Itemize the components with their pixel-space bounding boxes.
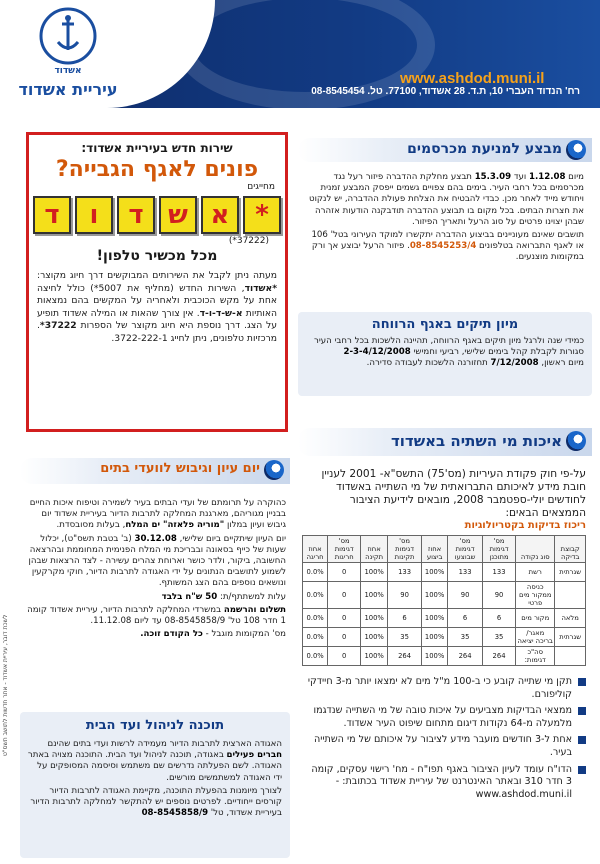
committee-price <box>20 592 290 603</box>
table-cell: מקור מים <box>516 609 555 628</box>
committee-details <box>20 534 290 590</box>
key-vav: ו <box>75 196 113 234</box>
table-cell: 90 <box>482 582 515 609</box>
bacteriology-table <box>302 535 586 666</box>
committee-title-bar <box>20 458 290 484</box>
table-row <box>303 582 586 609</box>
body-text: . מרכזיות טלפונים, ניתן לחייג 3722-222-1. <box>37 320 277 344</box>
table-cell: 0 <box>328 582 361 609</box>
key-dalet-1: ד <box>117 196 155 234</box>
date: 1.12.08 <box>529 172 566 182</box>
phone-service-box <box>26 132 288 432</box>
text: כמידי שנה ולרגל מיון תיקים באגף הרווחה, תהיינה הלשכות בכל רחבי העיר סגורות לקבלת קהל בימים שלישי, רביעי וחמישי <box>313 336 584 358</box>
table-cell: 6 <box>448 609 483 628</box>
col-header: אחוז תקינה <box>361 536 388 563</box>
text: באגודה, תוכנה לניהול ועד הבית. התוכנה מצויה באתר האגודה. לשם הפעלתה נדרשים שם משתמש וסיסמה המסופקים על ידי האגודה למשתמשים מורשים. <box>27 750 282 783</box>
body-text: . אין צורך שהאות או המילה אשדוד תופיע על הצג. דרך נוספת היא חיוג מקוצר של הספרות <box>37 307 277 331</box>
table-cell: 0 <box>328 609 361 628</box>
body-bold: 37222* <box>39 320 77 331</box>
water-bullets <box>298 676 592 801</box>
body-bold: *אשדוד <box>244 282 277 294</box>
table-cell: 100% <box>422 582 448 609</box>
col-header: מס' דגימות חריגות <box>328 536 361 563</box>
rodent-section <box>298 138 592 264</box>
phone-number: 08-8545253/4 <box>409 241 477 252</box>
committee-registration <box>20 605 290 627</box>
text: תבצע מחלקת ההדברה פיזור רעל נגד מכרסמים בכל רחבי העיר. בימים בהם צפויים גשמים ייפסק המבצע זמנית ויחודש מייד לאחר מכן. כבדי להבטיח את הצלחת פעולת ההדברה, יש לנקוט את חצרות הבתים. בכל מקום בו תבוצע ההדברה תודבקנה הודעות אזהרה שבהן יצוינו פרטים על סוג הרעל ותאריך הפיזור. <box>309 172 584 227</box>
table-cell: 0.0% <box>303 609 328 628</box>
table-cell: 100% <box>361 563 388 582</box>
table-cell <box>555 582 586 609</box>
table-title: ריכוז בדיקות בקטריולוגיות <box>464 520 586 531</box>
table-cell: 0.0% <box>303 563 328 582</box>
table-cell <box>555 647 586 666</box>
committee-limited <box>20 629 290 640</box>
text: עלות למשתתף/ת: <box>217 591 286 602</box>
table-row-total <box>303 647 586 666</box>
table-cell: 100% <box>361 609 388 628</box>
rodent-paragraph <box>298 172 592 228</box>
table-header-row <box>303 536 586 563</box>
col-header: מס' דגימות מתוכנן <box>482 536 515 563</box>
water-title-bar <box>298 428 592 456</box>
dial-keys <box>29 196 285 234</box>
water-title: איכות מי השתיה באשדוד <box>390 432 562 450</box>
col-header: אחוז ביצוע <box>422 536 448 563</box>
wave-icon <box>566 140 586 160</box>
table-row <box>303 609 586 628</box>
anchor-emblem-icon <box>38 6 98 66</box>
registration-label: תשלום והרשמה <box>223 604 286 615</box>
table-cell: 100% <box>422 628 448 647</box>
table-cell: 100% <box>361 628 388 647</box>
software-title: תוכנה לניהול ועד הבית <box>85 718 225 733</box>
logo-name: עיריית אשדוד <box>18 80 118 99</box>
committee-intro <box>20 498 290 532</box>
wave-icon <box>566 431 586 451</box>
hotel-name: "מוריה פלאזה" ים המלח <box>125 520 225 531</box>
water-section <box>298 428 592 801</box>
date: 15.3.09 <box>474 172 512 182</box>
text: במשרדי המחלקה לתרבות הדיור, עיריית אשדוד קומה 1 חדר 108 טל' 08-8545858/9 עד ליום 11.12.08. <box>27 604 286 627</box>
body-text: מעתה ניתן לקבל את השירותים המבוקשים דרך חיוג מקוצר: <box>37 270 277 281</box>
key-star: * <box>243 196 281 234</box>
table-cell: 100% <box>422 563 448 582</box>
table-cell: 100% <box>361 582 388 609</box>
table-cell: 35 <box>448 628 483 647</box>
table-cell: 100% <box>422 647 448 666</box>
key-dalet-2: ד <box>33 196 71 234</box>
table-cell: שגרתית <box>555 628 586 647</box>
text: האגודה הארצית לתרבות הדיור מעמידה לרשות ועדי בתים שהינם <box>47 739 282 749</box>
text: מס' המקומות מוגבל - <box>202 629 286 640</box>
table-cell: 0 <box>328 647 361 666</box>
bullet-item: ממצאי הבדיקות מצביעים על איכות טובה של מי השתייה שנדגמו מלמעלה מ-64 נקודות דיגום מתחום שיפוט העיר אשדוד. <box>304 705 586 730</box>
closure-dates: 2-3-4/12/2008 <box>343 347 411 358</box>
text: יום העיון שיתקיים ביום שלישי, <box>176 533 286 544</box>
bullet-item: תקן מי שתייה קובע כי ב-100 מ"ל מים לא ימצאו יותר מ-3 חיידקי קוליפורם. <box>304 676 586 701</box>
body-bold: א-ש-ד-ו-ד <box>199 307 243 319</box>
welfare-section <box>298 312 592 396</box>
committee-day-section <box>20 458 290 640</box>
table-cell: 264 <box>388 647 422 666</box>
table-cell: רשת <box>516 563 555 582</box>
first-come-label: כל הקודם זוכה. <box>140 629 203 640</box>
welfare-text <box>298 332 592 370</box>
table-cell: שגרתית <box>555 563 586 582</box>
table-cell: 90 <box>448 582 483 609</box>
price: 50 ש"ח בלבד <box>161 591 218 602</box>
software-text-2 <box>20 784 290 820</box>
table-cell: 264 <box>448 647 483 666</box>
committee-title: יום עיון וגיבוש לוועדי בתים <box>100 461 260 476</box>
ashdod-logo <box>8 6 128 104</box>
bullet-item: הדו"ח עומד לעיון הציבור באגף תפו"ח - מח' רישוי עסקים, קומה 3 חדר 310 ובאתר האינטרנט של עיריית אשדוד בכתובת: - www.ashdod.muni.il <box>304 764 586 802</box>
text: תחזורנה הלשכות לעבודה סדירה. <box>366 358 491 369</box>
table-cell: 35 <box>482 628 515 647</box>
table-cell: 0.0% <box>303 647 328 666</box>
table-cell: מאגר/ בריכה יציאה <box>517 629 553 645</box>
logo-small-text: אשדוד <box>54 66 82 76</box>
text: תושבים שאינם מעוניינים בביצוע ההדברה יתקשרו למוקד העירוני בטל' 106 או לאגף התברואה בטלפונים <box>311 230 584 252</box>
text: ועד <box>511 172 530 182</box>
table-cell: 133 <box>448 563 483 582</box>
phone-number: 08-8545858/9 <box>141 808 209 819</box>
wave-icon <box>264 460 284 480</box>
rodent-title: מבצע למניעת מכרסמים <box>407 141 562 157</box>
rodent-contact <box>298 230 592 264</box>
text: מיום <box>565 172 584 182</box>
rodent-title-bar <box>298 138 592 162</box>
phone-service-description <box>29 264 285 345</box>
table-cell: 0 <box>328 628 361 647</box>
text: מיום ראשון, <box>538 358 584 369</box>
vertical-credit: לשכת דובר, עיריית אשדוד - אתר חדשות לתושב תשס"ט <box>2 614 9 756</box>
software-section <box>20 712 290 858</box>
key-shin: ש <box>159 196 197 234</box>
key-alef: א <box>201 196 239 234</box>
text: כהוקרה על תרומתם של ועדי הבתים בעיר לשמירה וטיפוח איכות החיים בבניין מגוריהם, מארגנת המחלקה לתרבות הדיור בעיריית אשדוד יום גיבוש ועיון במלון <box>29 498 286 531</box>
table-row <box>303 628 586 647</box>
website-url[interactable]: www.ashdod.muni.il <box>400 70 545 87</box>
text: . פיזור הרעל יבוצע אך ורק במקומות מוצנעים. <box>311 241 584 263</box>
table-cell: 90 <box>388 582 422 609</box>
table-cell: מלאה <box>555 609 586 628</box>
text: לצורך מיומנות בהפעלת התוכנה, מקיימת האגודה לתרבות הדיור קורסים ייחודיים. לפרטים נוספים יש להתקשר למחלקה לתרבות הדיור בעיריית אשדוד, טל' <box>30 785 282 819</box>
text: (ב' בטבת תשס"ט), יכלול שעות של כייף בסאונה ובבריכת מי המלח הפנימית המחוממת ובהרצאה החשובה, ביקור, ולדר כושר וארוחת צהרים עשירה - לצד הרצאות שבהן לשמוע לתושבים הנתונים על ידי האגודה לתרבות הדיור, חוקי מקרקעין ונושאים נוספים בהם הצג המשותף. <box>28 533 286 589</box>
table-cell: 0.0% <box>303 582 328 609</box>
table-cell: 100% <box>422 609 448 628</box>
col-header: קבוצת בדיקה <box>555 536 586 563</box>
key-number: (37222*) <box>228 236 269 246</box>
table-cell: 35 <box>388 628 422 647</box>
table-cell: כניסה ממקור מים פרטי <box>516 582 555 609</box>
table-row <box>303 563 586 582</box>
table-cell: סה"כ דגימות: <box>516 647 555 666</box>
call-title: פונים לאגף הגבייה? <box>55 157 259 182</box>
welfare-title: מיון תיקים באגף הרווחה <box>371 317 519 332</box>
active-members: חברים פעילים <box>226 750 282 761</box>
table-cell: 133 <box>482 563 515 582</box>
new-service-label: שירות חדש בעיריית אשדוד: <box>81 141 233 155</box>
table-cell: 100% <box>361 647 388 666</box>
event-date: 30.12.08 <box>134 533 177 544</box>
software-text-1 <box>20 733 290 784</box>
col-header: סוג נקודה <box>516 536 555 563</box>
dial-label: מחייגים <box>247 182 275 192</box>
table-cell: 6 <box>482 609 515 628</box>
table-cell: 6 <box>388 609 422 628</box>
col-header: מס' דגימות תקינות <box>388 536 422 563</box>
municipality-address: רח' הנדוד העברי 10, ת.ד. 28 אשדוד, 77100. טל. 08-8545454 <box>311 86 580 97</box>
bullet-item: אחת ל-3 חודשים מועבר מידע לציבור על איכותם של מי השתייה בעיר. <box>304 734 586 759</box>
col-header: מס' דגימות שבוצעו <box>448 536 483 563</box>
table-cell: 133 <box>388 563 422 582</box>
reopen-date: 7/12/2008 <box>490 358 539 369</box>
table-cell: 0.0% <box>303 628 328 647</box>
col-header: אחוז חריגה <box>303 536 328 563</box>
water-intro: על-פי חוק פקודת העיריות (מס'75) התשס"א- 2001 לעניין חובת מידע לאיכותם התברואתית של מי השתייה באשדוד לחודשים יולי-ספטמבר 2008, מובאים לידיעת הציבור הממצאים הבאים: <box>321 468 586 519</box>
page-header <box>0 0 600 108</box>
table-cell: 264 <box>482 647 515 666</box>
body-text: , השירות החדש (מחליף את 5007*) כולל לחיצה אחת על מקש הכוכבית ולאחריה על המקשים בהם נמצאות האותיות <box>37 282 278 319</box>
any-phone-label: מכל מכשיר טלפון! <box>96 248 218 264</box>
text: , בעלות מסובסדת. <box>56 520 126 531</box>
table-cell: 0 <box>328 563 361 582</box>
